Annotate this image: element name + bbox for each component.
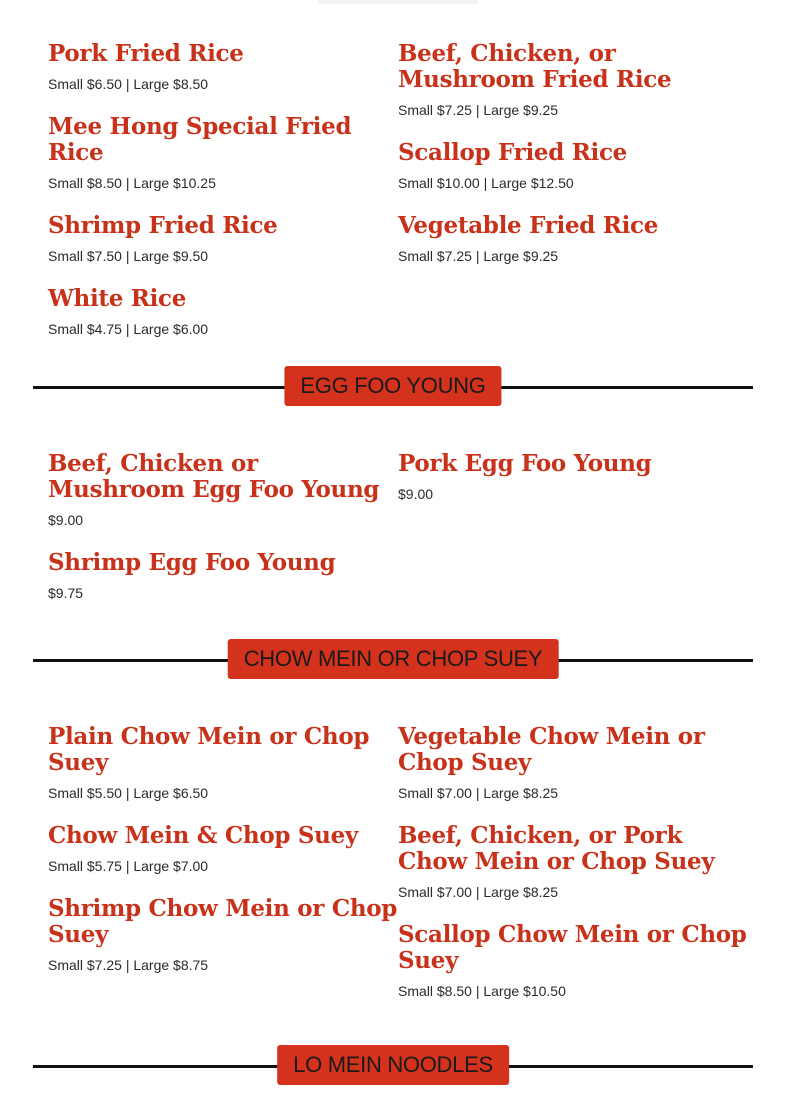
egg-foo-young-left-column <box>48 451 398 623</box>
chow-mein-heading: CHOW MEIN OR CHOP SUEY <box>228 639 559 679</box>
egg-foo-young-section <box>48 451 748 623</box>
menu-item-price: Small $4.75 | Large $6.00 <box>48 321 209 337</box>
menu-item <box>48 550 398 602</box>
egg-foo-young-heading: EGG FOO YOUNG <box>284 366 501 406</box>
menu-item-price: Small $7.25 | Large $8.75 <box>48 957 209 973</box>
menu-item-name: Pork Fried Rice <box>48 40 244 67</box>
menu-item-price: Small $6.50 | Large $8.50 <box>48 76 209 92</box>
chow-mein-section <box>48 724 748 1021</box>
menu-item-price: $9.75 <box>48 585 84 601</box>
menu-item-name: Plain Chow Mein or Chop Suey <box>48 723 370 776</box>
menu-item-name: Chow Mein & Chop Suey <box>48 822 358 849</box>
menu-item-name: Vegetable Fried Rice <box>398 212 659 239</box>
menu-item-price: Small $7.25 | Large $9.25 <box>398 248 559 264</box>
menu-item <box>48 114 398 192</box>
chow-mein-grid <box>48 724 748 1021</box>
fried-rice-section <box>48 41 748 359</box>
menu-item-price: Small $10.00 | Large $12.50 <box>398 175 574 191</box>
lo-mein-heading: LO MEIN NOODLES <box>277 1045 509 1085</box>
fried-rice-right-column <box>398 41 748 359</box>
menu-item <box>398 213 748 265</box>
menu-item-price: Small $8.50 | Large $10.25 <box>48 175 216 191</box>
top-section-tab <box>318 0 478 4</box>
egg-foo-young-right-column <box>398 451 748 623</box>
menu-item-name: Scallop Chow Mein or Chop Suey <box>398 921 747 974</box>
menu-item-price: $9.00 <box>398 486 434 502</box>
menu-item <box>398 724 748 802</box>
fried-rice-left-column <box>48 41 398 359</box>
menu-item-price: Small $7.50 | Large $9.50 <box>48 248 209 264</box>
menu-item <box>398 823 748 901</box>
menu-item-name: Pork Egg Foo Young <box>398 450 652 477</box>
menu-item <box>398 140 748 192</box>
menu-item-name: Shrimp Egg Foo Young <box>48 549 336 576</box>
menu-item <box>398 922 748 1000</box>
menu-item-name: Mee Hong Special Fried Rice <box>48 113 352 166</box>
menu-item <box>48 451 398 529</box>
lo-mein-divider <box>33 1045 753 1087</box>
menu-item-price: Small $8.50 | Large $10.50 <box>398 983 566 999</box>
chow-mein-right-column <box>398 724 748 1021</box>
menu-item-name: Scallop Fried Rice <box>398 139 628 166</box>
egg-foo-young-divider <box>33 366 753 408</box>
fried-rice-grid <box>48 41 748 359</box>
menu-item <box>48 823 398 875</box>
menu-item-price: Small $7.00 | Large $8.25 <box>398 884 559 900</box>
menu-item-price: $9.00 <box>48 512 84 528</box>
menu-item-name: Shrimp Fried Rice <box>48 212 278 239</box>
menu-item <box>48 286 398 338</box>
menu-item-name: Beef, Chicken, or Mushroom Fried Rice <box>398 40 672 93</box>
menu-item-name: Shrimp Chow Mein or Chop Suey <box>48 895 398 948</box>
menu-item <box>48 41 398 93</box>
menu-item-name: Beef, Chicken, or Pork Chow Mein or Chop Suey <box>398 822 715 875</box>
menu-item-price: Small $5.50 | Large $6.50 <box>48 785 209 801</box>
menu-item <box>398 41 748 119</box>
menu-item-price: Small $7.00 | Large $8.25 <box>398 785 559 801</box>
menu-item-price: Small $7.25 | Large $9.25 <box>398 102 559 118</box>
menu-item-name: Beef, Chicken or Mushroom Egg Foo Young <box>48 450 380 503</box>
chow-mein-divider <box>33 639 753 681</box>
menu-item-name: Vegetable Chow Mein or Chop Suey <box>398 723 705 776</box>
menu-item-price: Small $5.75 | Large $7.00 <box>48 858 209 874</box>
chow-mein-left-column <box>48 724 398 1021</box>
menu-item <box>48 724 398 802</box>
menu-item-name: White Rice <box>48 285 187 312</box>
menu-item <box>48 896 398 974</box>
menu-item <box>398 451 748 503</box>
egg-foo-young-grid <box>48 451 748 623</box>
menu-item <box>48 213 398 265</box>
